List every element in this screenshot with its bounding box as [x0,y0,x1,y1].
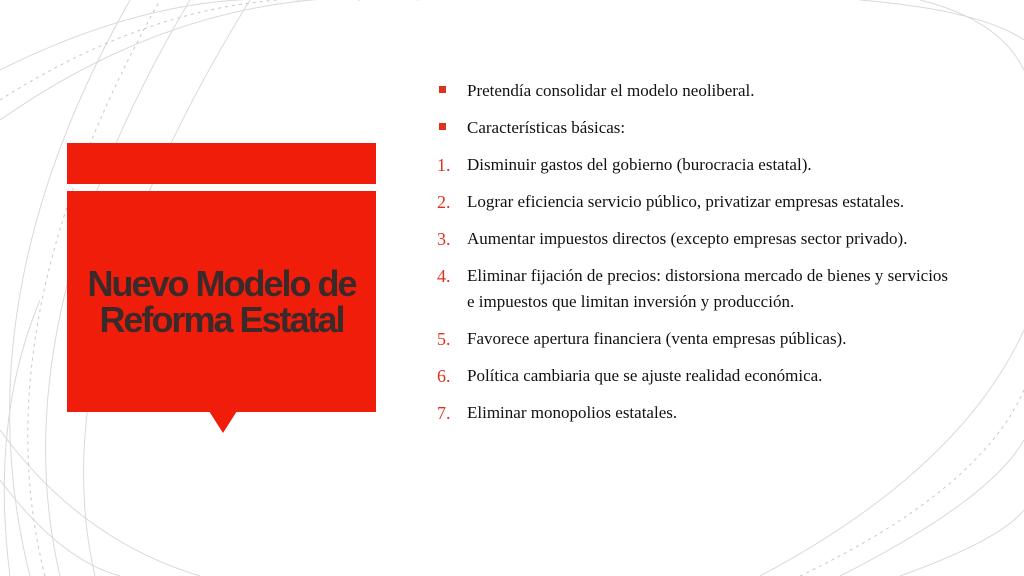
item-number: 7. [437,403,451,423]
content-list [437,78,957,437]
item-text: Lograr eficiencia servicio público, privatizar empresas estatales. [467,192,905,211]
item-text: Política cambiaria que se ajuste realidad económica. [467,366,823,385]
slide-title: Nuevo Modelo de Reforma Estatal [87,262,356,340]
item-number: 2. [437,192,451,212]
bullet-text: Pretendía consolidar el modelo neoliberal. [467,81,755,100]
item-number: 4. [437,266,451,286]
title-accent-bar [67,143,376,184]
numbered-item [437,189,957,215]
item-text: Favorece apertura financiera (venta empresas públicas). [467,329,847,348]
item-number: 3. [437,229,451,249]
numbered-item [437,363,957,389]
title-pointer [209,411,237,433]
item-text: Disminuir gastos del gobierno (burocracia estatal). [467,155,812,174]
item-text: Aumentar impuestos directos (excepto empresas sector privado). [467,229,908,248]
item-text: Eliminar monopolios estatales. [467,403,678,422]
item-number: 1. [437,155,451,175]
bullet-text: Características básicas: [467,118,626,137]
numbered-item [437,226,957,252]
numbered-item [437,152,957,178]
item-number: 5. [437,329,451,349]
numbered-item [437,263,957,315]
numbered-item [437,400,957,426]
item-text: Eliminar fijación de precios: distorsiona mercado de bienes y servicios e impuestos que limitan inversión y producción. [467,266,949,311]
square-bullet-icon [439,86,446,93]
bullet-item [437,78,957,104]
title-box [67,191,376,412]
bullet-item [437,115,957,141]
item-number: 6. [437,366,451,386]
square-bullet-icon [439,123,446,130]
numbered-item [437,326,957,352]
